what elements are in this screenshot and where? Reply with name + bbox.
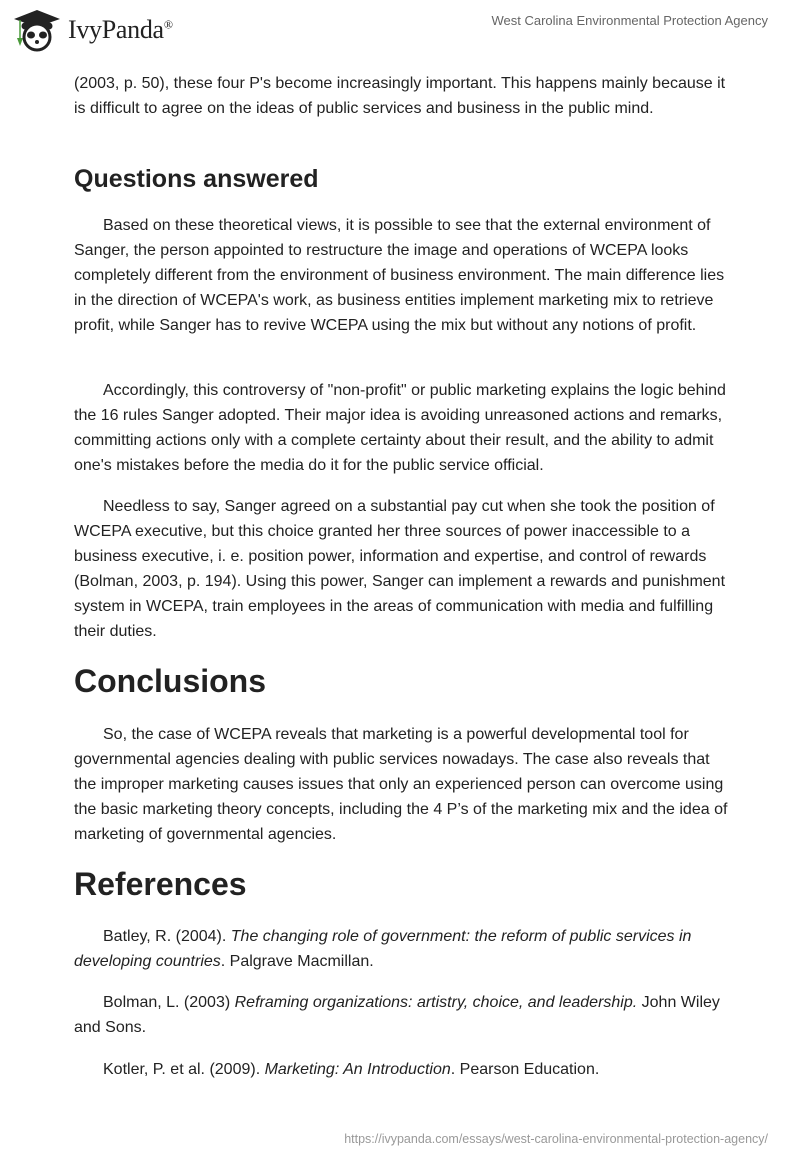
questions-heading: Questions answered (74, 165, 319, 193)
questions-paragraph-3 (74, 494, 730, 644)
reference-author: Batley, R. (2004). (103, 928, 231, 945)
reference-publisher: . Palgrave Macmillan. (220, 953, 374, 970)
reference-title: Marketing: An Introduction (264, 1061, 451, 1078)
reference-publisher: . Pearson Education. (450, 1061, 600, 1078)
paragraph-text: (2003, p. 50), these four P's become increasingly important. This happens mainly because it is difficult to agree on the ideas of public services and business in the public mind. (74, 75, 726, 117)
conclusions-paragraph (74, 722, 730, 847)
header-title: West Carolina Environmental Protection Agency (491, 13, 768, 28)
paragraph-text: Needless to say, Sanger agreed on a substantial pay cut when she took the position of WCEPA executive, but this choice granted her three sources of power inaccessible to a business executive, i. e. position power, information and expertise, and control of rewards (Bolman, 2003, p. 194). Using this power, Sanger can implement a rewards and punishment system in WCEPA, train employees in the areas of communication with media and fulfilling their duties. (74, 498, 726, 640)
footer-url-link[interactable]: https://ivypanda.com/essays/west-carolina-environmental-protection-agency/ (344, 1132, 768, 1146)
reference-publisher: John Wiley and Sons. (74, 994, 720, 1036)
intro-paragraph (74, 71, 730, 121)
conclusions-heading: Conclusions (74, 663, 267, 699)
reference-item (74, 1057, 730, 1082)
questions-paragraph-1 (74, 213, 730, 338)
references-heading: References (74, 866, 247, 902)
reference-item (74, 924, 730, 974)
ivypanda-logo[interactable] (12, 8, 173, 52)
reference-author: Kotler, P. et al. (2009). (103, 1061, 265, 1078)
paragraph-text: Accordingly, this controversy of "non-profit" or public marketing explains the logic behind the 16 rules Sanger adopted. Their major idea is avoiding unreasoned actions and remarks, committing actions only with a complete certainty about their result, and the ability to admit one's mistakes before the media do it for the public service official. (74, 382, 726, 474)
paragraph-text: Based on these theoretical views, it is possible to see that the external environment of Sanger, the person appointed to restructure the image and operations of WCEPA looks completely different from the environment of business environment. The main difference lies in the direction of WCEPA's work, as business entities implement marketing mix to retrieve profit, while Sanger has to revive WCEPA using the mix but without any notions of profit. (74, 217, 725, 334)
logo-text: IvyPanda® (68, 15, 173, 44)
reference-author: Bolman, L. (2003) (103, 994, 235, 1011)
reference-title: Reframing organizations: artistry, choice, and leadership. (234, 994, 638, 1011)
reference-item (74, 990, 730, 1040)
reference-title: The changing role of government: the reform of public services in developing countries (74, 928, 692, 970)
panda-graduate-icon (12, 8, 62, 52)
paragraph-text: So, the case of WCEPA reveals that marketing is a powerful developmental tool for governmental agencies dealing with public services nowadays. The case also reveals that the improper marketing causes issues that only an experienced person can overcome using the basic marketing theory concepts, including the 4 P’s of the marketing mix and the idea of marketing of governmental agencies. (74, 726, 728, 843)
questions-paragraph-2 (74, 378, 730, 478)
